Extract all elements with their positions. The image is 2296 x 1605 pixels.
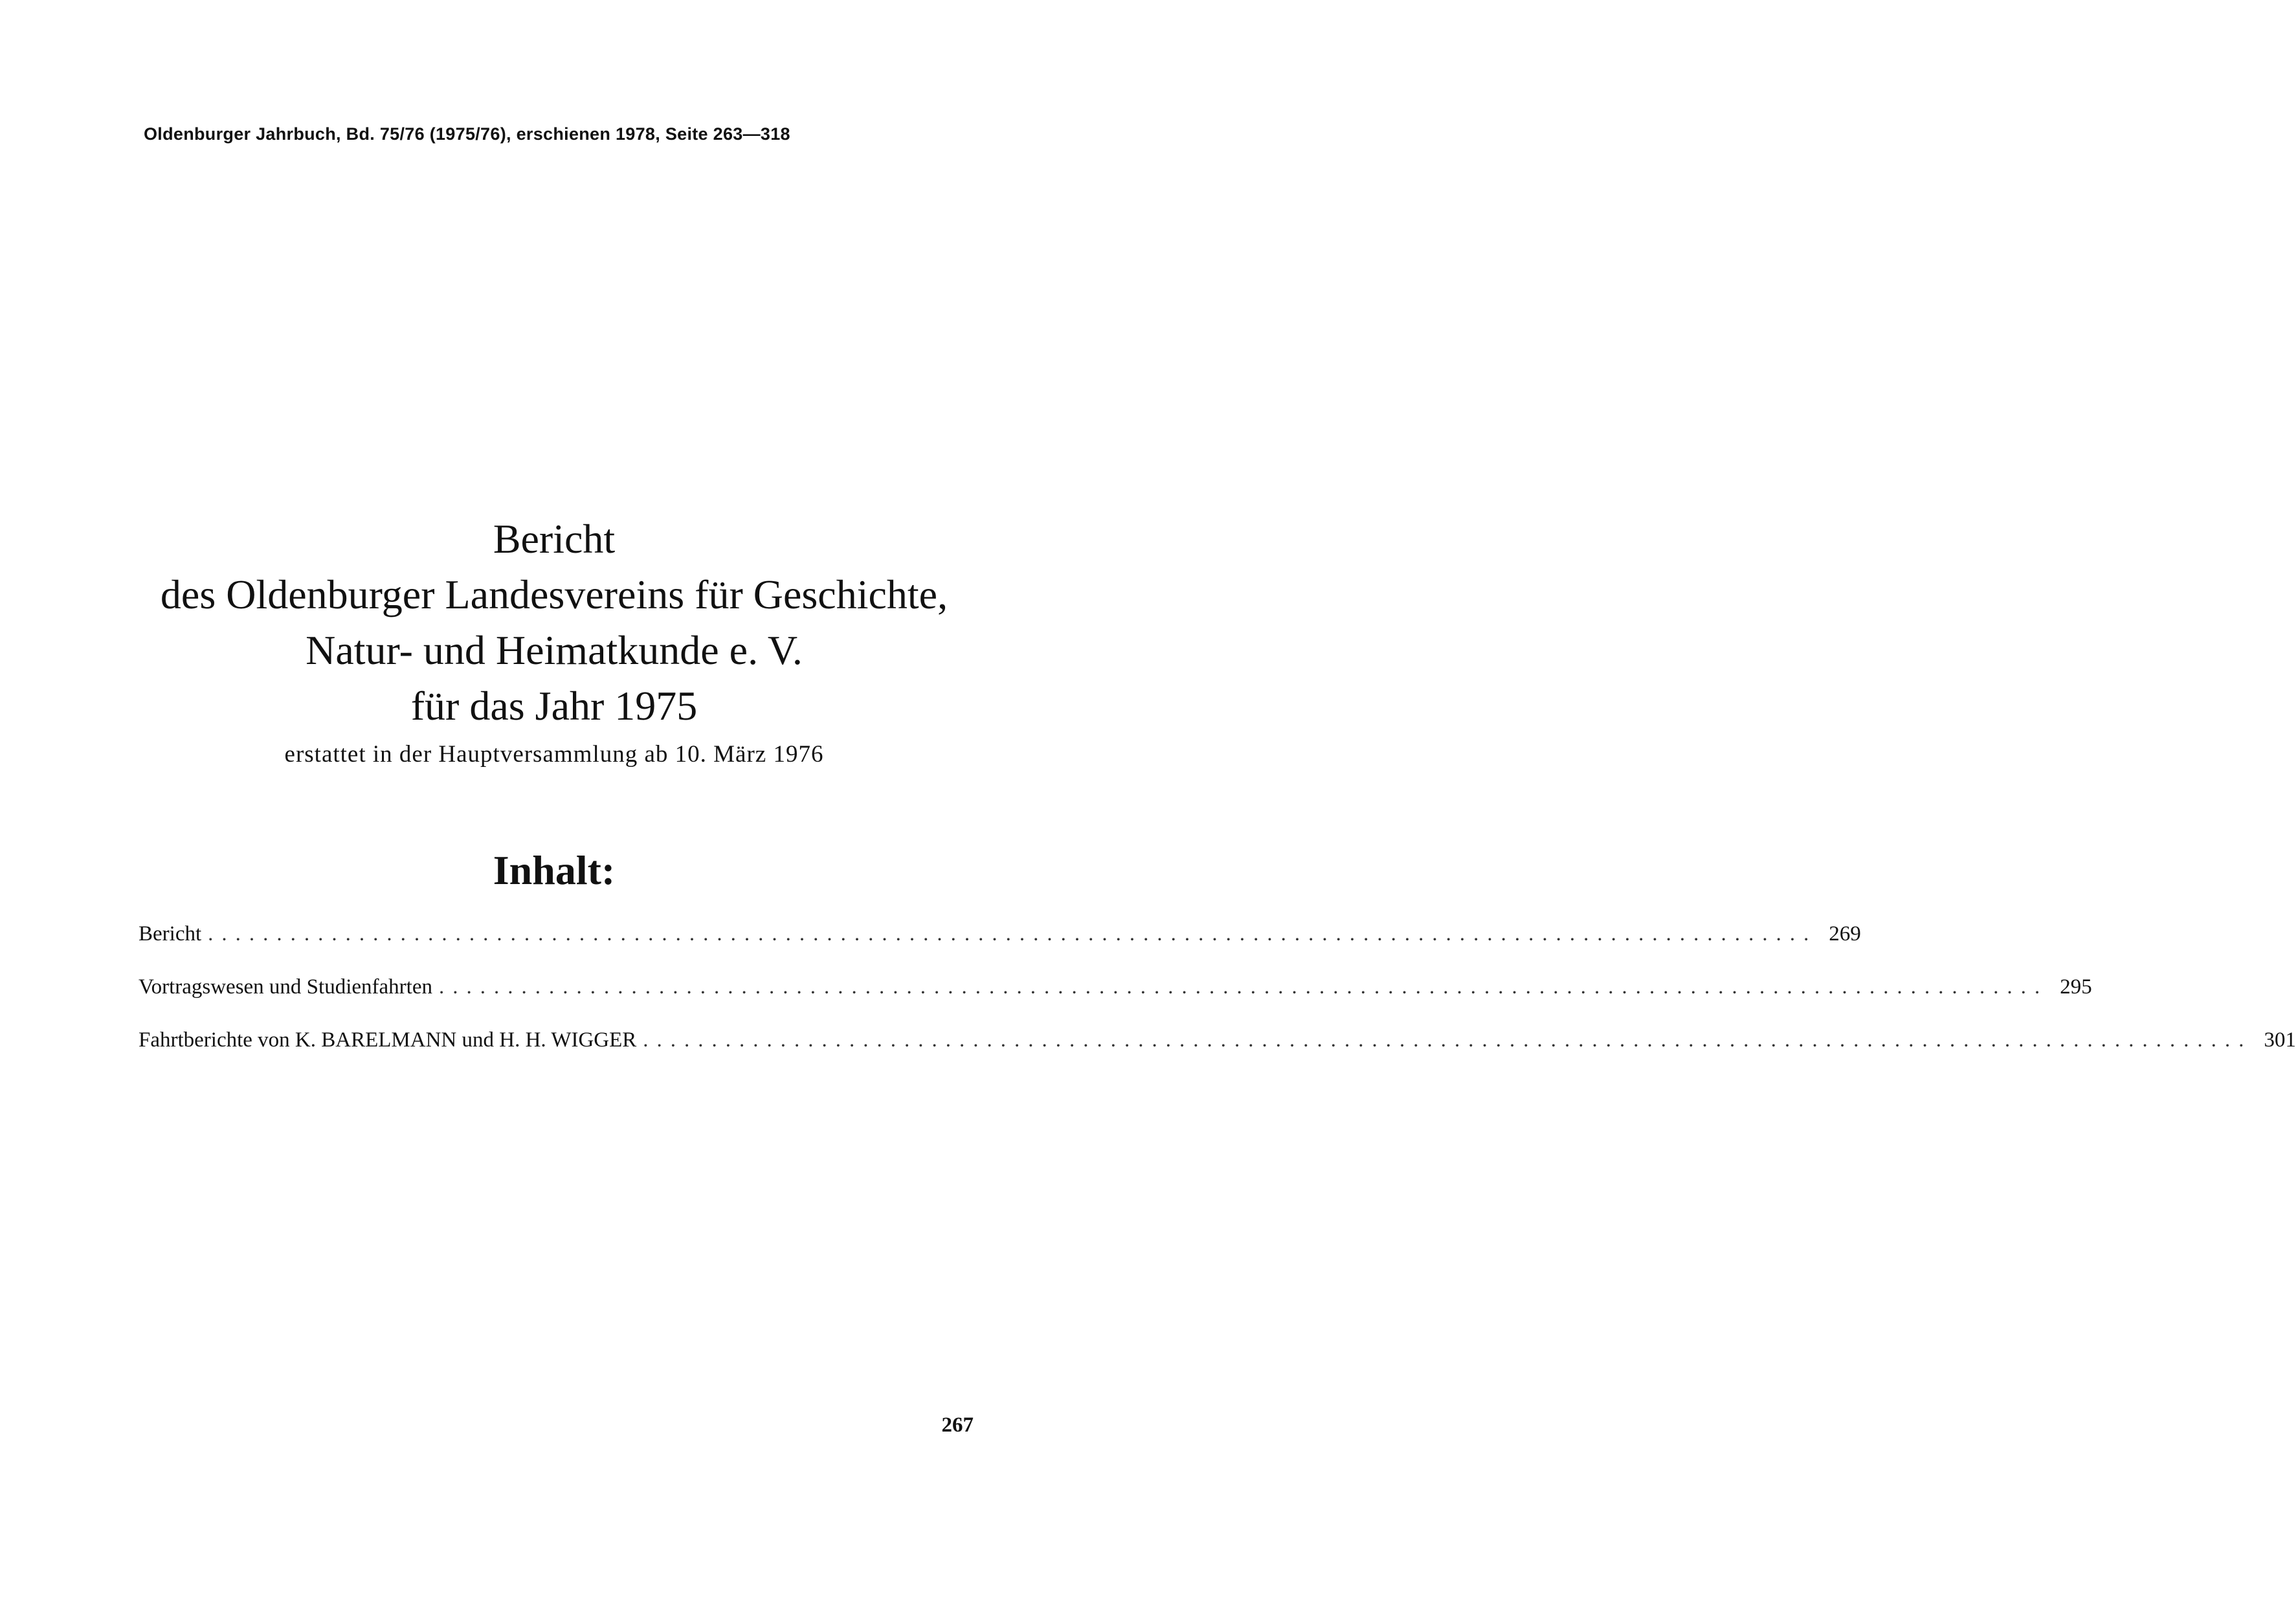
running-head: Oldenburger Jahrbuch, Bd. 75/76 (1975/76), erschienen 1978, Seite 263—318	[144, 124, 790, 144]
toc-entry-page: 295	[2060, 975, 2092, 999]
toc-leader-dots: .....................................................................................................................	[643, 1028, 2253, 1052]
title-line-1: Bericht	[493, 516, 616, 562]
toc-entry-label: Vortragswesen und Studienfahrten	[139, 975, 432, 999]
toc-entry	[139, 1028, 2296, 1081]
toc-entry-label: Fahrtberichte von K. BARELMANN und H. H. WIGGER	[139, 1028, 637, 1052]
page-number: 267	[941, 1413, 974, 1437]
toc-entry	[139, 922, 1861, 975]
title-subtitle: erstattet in der Hauptversammlung ab 10. März 1976	[284, 741, 824, 768]
toc-leader-dots: .....................................................................................................................	[208, 922, 1818, 946]
toc-entry-page: 301	[2264, 1028, 2296, 1052]
toc-entry-label: Bericht	[139, 922, 202, 946]
title-line-4: für das Jahr 1975	[410, 683, 698, 729]
toc-entry-page: 269	[1829, 922, 1861, 946]
table-of-contents	[139, 922, 2296, 1081]
toc-leader-dots: .....................................................................................................................	[438, 975, 2049, 999]
title-line-2: des Oldenburger Landesvereins für Geschichte,	[160, 571, 948, 617]
toc-entry	[139, 975, 2092, 1028]
title-line-3: Natur- und Heimatkunde e. V.	[306, 627, 803, 673]
title-block	[129, 511, 979, 773]
contents-heading: Inhalt:	[493, 847, 616, 893]
